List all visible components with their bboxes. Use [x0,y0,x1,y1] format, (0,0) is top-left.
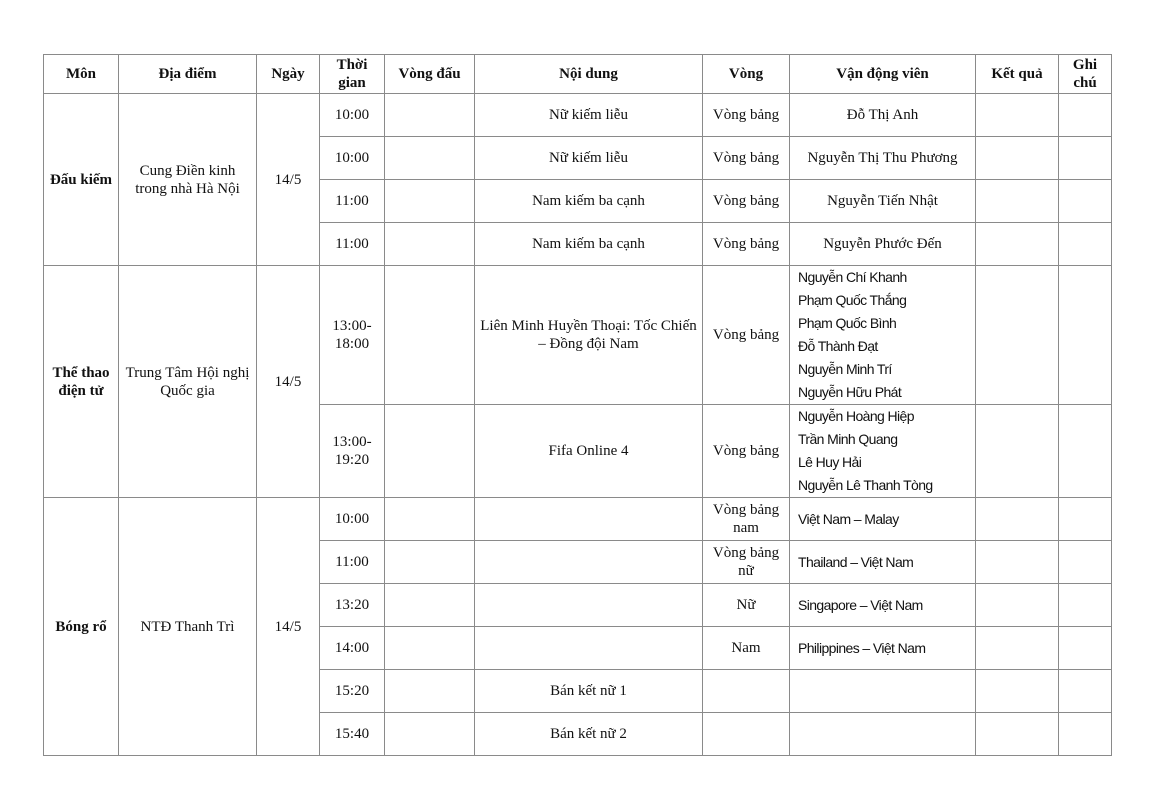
result-cell [976,627,1059,670]
note-cell [1059,266,1112,405]
note-cell [1059,541,1112,584]
athlete-name: Singapore – Việt Nam [798,596,923,613]
vong-dau-cell [385,670,475,713]
time-cell: 14:00 [320,627,385,670]
athletes-cell [790,405,976,498]
time-cell: 11:00 [320,541,385,584]
athlete-name: Lê Huy Hải [798,454,862,470]
athletes-cell [790,94,976,137]
date-cell: 14/5 [257,498,320,756]
content-cell: Bán kết nữ 2 [475,713,703,756]
result-cell [976,713,1059,756]
note-cell [1059,584,1112,627]
header-thoi-gian: Thời gian [320,55,385,94]
sport-cell: Thể thao điện tử [44,266,119,498]
content-cell [475,498,703,541]
content-cell [475,541,703,584]
athletes-cell [790,584,976,627]
header-ghi-chu: Ghi chú [1059,55,1112,94]
athletes-cell [790,713,976,756]
athlete-name: Nguyễn Minh Trí [798,361,892,377]
result-cell [976,223,1059,266]
note-cell [1059,137,1112,180]
note-cell [1059,498,1112,541]
athlete-name: Đỗ Thị Anh [846,107,919,123]
table-row [44,266,1112,405]
result-cell [976,670,1059,713]
header-ket-qua: Kết quả [976,55,1059,94]
round-cell [703,670,790,713]
venue-cell: Cung Điền kinh trong nhà Hà Nội [119,94,257,266]
vong-dau-cell [385,266,475,405]
content-cell [475,584,703,627]
athlete-name: Nguyễn Thị Thu Phương [807,150,958,166]
round-cell: Nữ [703,584,790,627]
round-cell: Vòng bảng nam [703,498,790,541]
athletes-cell [790,180,976,223]
athletes-cell [790,137,976,180]
athlete-name: Nguyễn Hữu Phát [798,384,902,400]
round-cell: Vòng bảng [703,180,790,223]
athlete-name: Phạm Quốc Bình [798,315,897,331]
vong-dau-cell [385,584,475,627]
athletes-cell [790,498,976,541]
round-cell: Vòng bảng [703,137,790,180]
content-cell [475,627,703,670]
content-cell: Nữ kiếm liễu [475,94,703,137]
athlete-name: Trần Minh Quang [798,431,898,447]
header-ngay: Ngày [257,55,320,94]
content-cell: Nam kiếm ba cạnh [475,180,703,223]
content-cell: Nam kiếm ba cạnh [475,223,703,266]
vong-dau-cell [385,94,475,137]
content-cell: Bán kết nữ 1 [475,670,703,713]
time-cell: 10:00 [320,94,385,137]
venue-cell: Trung Tâm Hội nghị Quốc gia [119,266,257,498]
result-cell [976,180,1059,223]
athletes-cell [790,670,976,713]
time-cell: 11:00 [320,223,385,266]
athlete-name: Việt Nam – Malay [798,510,899,527]
result-cell [976,266,1059,405]
content-cell: Liên Minh Huyền Thoại: Tốc Chiến – Đồng đội Nam [475,266,703,405]
round-cell: Vòng bảng nữ [703,541,790,584]
athlete-name: Nguyễn Tiến Nhật [827,193,938,209]
note-cell [1059,180,1112,223]
round-cell: Vòng bảng [703,94,790,137]
time-cell: 13:00-18:00 [320,266,385,405]
athlete-name: Philippines – Việt Nam [798,639,926,656]
content-cell: Nữ kiếm liễu [475,137,703,180]
venue-cell: NTĐ Thanh Trì [119,498,257,756]
result-cell [976,405,1059,498]
note-cell [1059,713,1112,756]
result-cell [976,541,1059,584]
athlete-name: Đỗ Thành Đạt [798,338,878,354]
sport-cell: Bóng rổ [44,498,119,756]
athletes-cell [790,627,976,670]
round-cell [703,713,790,756]
result-cell [976,498,1059,541]
athlete-name: Phạm Quốc Thắng [798,292,907,308]
date-cell: 14/5 [257,266,320,498]
vong-dau-cell [385,713,475,756]
time-cell: 13:00-19:20 [320,405,385,498]
athlete-name: Nguyễn Chí Khanh [798,269,907,285]
vong-dau-cell [385,498,475,541]
result-cell [976,94,1059,137]
round-cell: Nam [703,627,790,670]
header-noi-dung: Nội dung [475,55,703,94]
athlete-name: Thailand – Việt Nam [798,553,914,570]
schedule-table [43,54,1112,756]
table-row [44,94,1112,137]
header-dia-diem: Địa điểm [119,55,257,94]
note-cell [1059,94,1112,137]
note-cell [1059,223,1112,266]
time-cell: 15:40 [320,713,385,756]
time-cell: 11:00 [320,180,385,223]
sport-cell: Đấu kiếm [44,94,119,266]
date-cell: 14/5 [257,94,320,266]
vong-dau-cell [385,541,475,584]
header-vong-dau: Vòng đấu [385,55,475,94]
athlete-name: Nguyễn Hoàng Hiệp [798,408,914,424]
time-cell: 15:20 [320,670,385,713]
header-van-dong-vien: Vận động viên [790,55,976,94]
result-cell [976,137,1059,180]
schedule-body [44,94,1112,756]
vong-dau-cell [385,137,475,180]
round-cell: Vòng bảng [703,266,790,405]
round-cell: Vòng bảng [703,405,790,498]
athletes-cell [790,541,976,584]
vong-dau-cell [385,180,475,223]
vong-dau-cell [385,223,475,266]
content-cell: Fifa Online 4 [475,405,703,498]
vong-dau-cell [385,405,475,498]
note-cell [1059,627,1112,670]
athlete-name: Nguyễn Phước Đến [823,236,942,252]
result-cell [976,584,1059,627]
athlete-name: Nguyễn Lê Thanh Tòng [798,477,933,493]
header-row [44,55,1112,94]
athletes-cell [790,266,976,405]
table-row [44,498,1112,541]
header-vong: Vòng [703,55,790,94]
round-cell: Vòng bảng [703,223,790,266]
note-cell [1059,670,1112,713]
header-mon: Môn [44,55,119,94]
time-cell: 10:00 [320,498,385,541]
note-cell [1059,405,1112,498]
athletes-cell [790,223,976,266]
time-cell: 13:20 [320,584,385,627]
vong-dau-cell [385,627,475,670]
time-cell: 10:00 [320,137,385,180]
